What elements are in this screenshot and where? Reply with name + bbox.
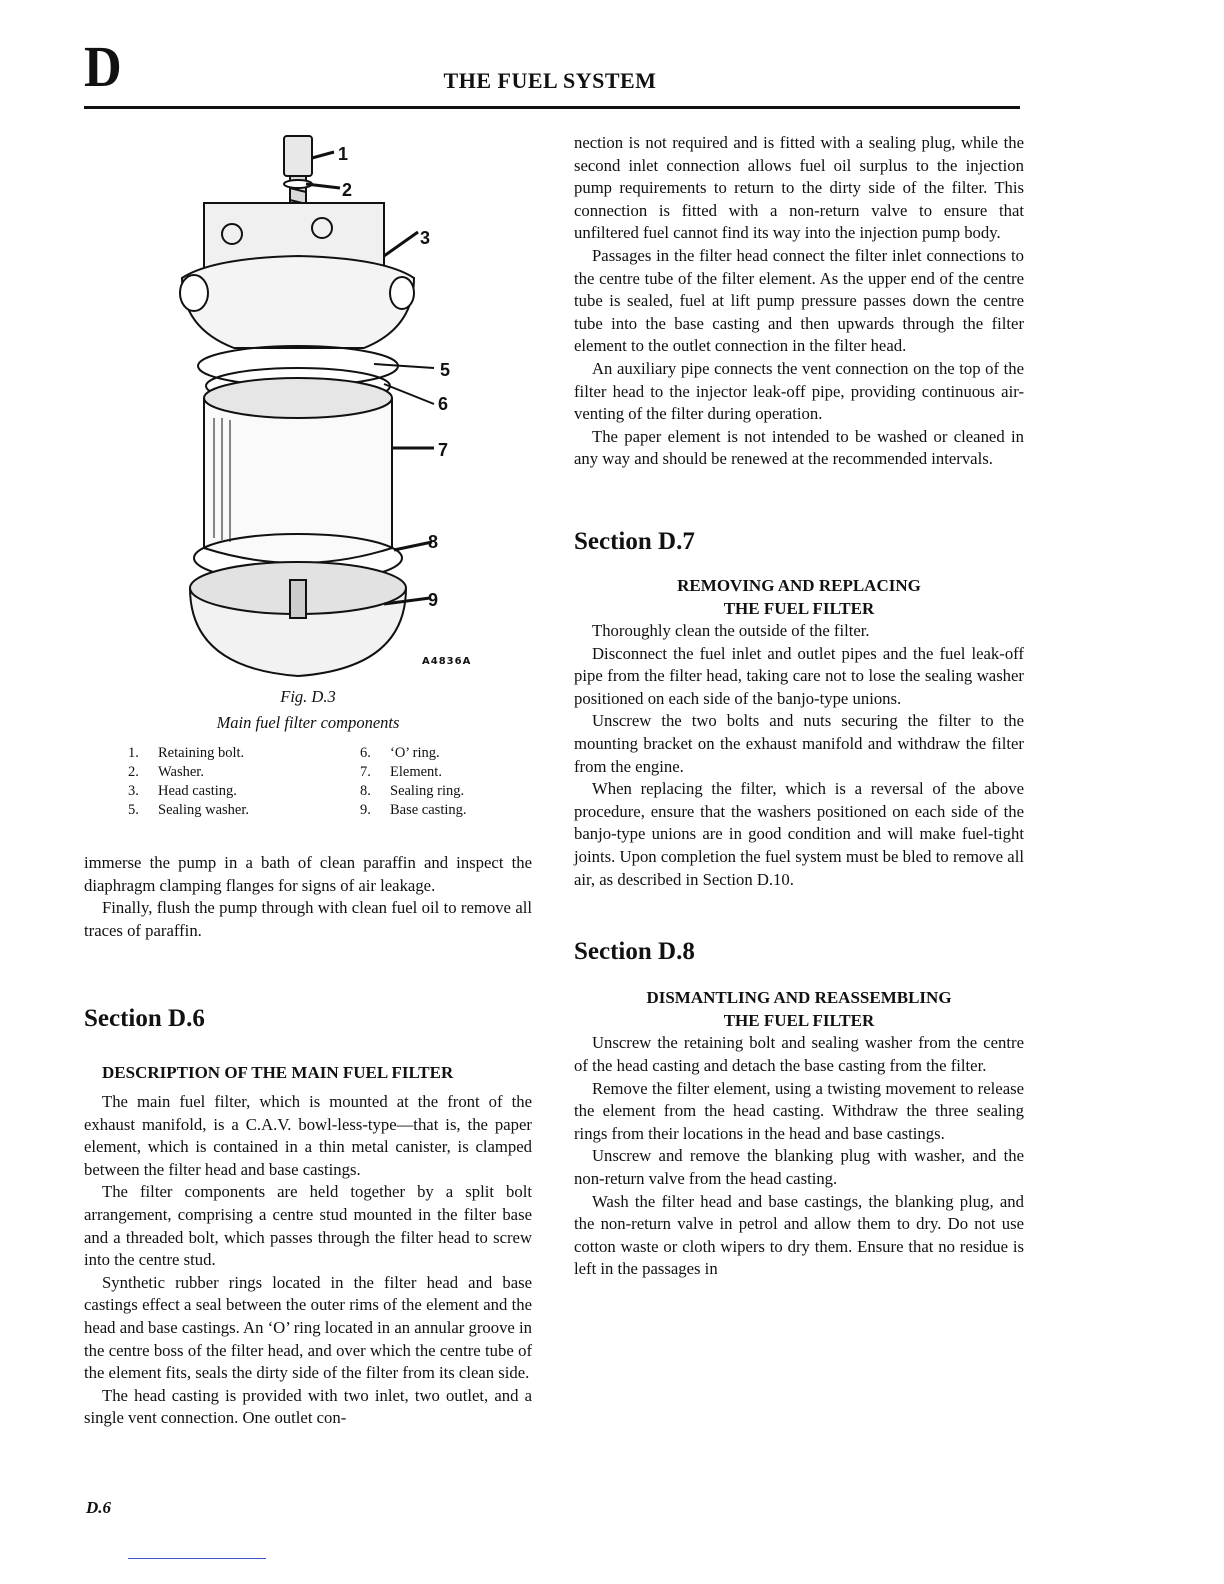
- legend-item: 5. Sealing washer.: [128, 802, 250, 818]
- legend-item: 3. Head casting.: [128, 783, 237, 799]
- paragraph: Unscrew the two bolts and nuts securing the filter to the mounting bracket on the exhaust manifold and withdraw the filter from the engine.: [574, 711, 1024, 776]
- paragraph: When replacing the filter, which is a reversal of the above procedure, ensure that the washers positioned on each side of the banjo-type unions are in good condition and will make fuel-tight joints. Upon completion the fuel system must be bled to remove all air, as described in Section D.10.: [574, 779, 1024, 889]
- paragraph: Unscrew the retaining bolt and sealing washer from the centre of the head casting and detach the base casting from the filter.: [574, 1033, 1024, 1075]
- fuel-filter-illustration: [84, 128, 532, 688]
- callout-3: 3: [420, 228, 431, 248]
- paragraph: nection is not required and is fitted with a sealing plug, while the second inlet connection allows fuel oil surplus to the injection pump requirements to return to the dirty side of the filter. This connection is fitted with a non-return valve to ensure that unfiltered fuel cannot find its way into the injection pump body.: [574, 133, 1024, 243]
- figure-title: Main fuel filter components: [216, 713, 400, 732]
- callout-1: 1: [338, 144, 349, 164]
- subheading-d7-line2: THE FUEL FILTER: [723, 598, 875, 618]
- paragraph: Wash the filter head and base castings, the blanking plug, and the non-return valve in petrol and allow them to dry. Do not use cotton waste or cloth wipers to dry them. Ensure that no residue is left in the passages in: [574, 1191, 1024, 1279]
- head-casting: [182, 256, 414, 348]
- paragraph: Unscrew and remove the blanking plug with washer, and the non-return valve from the head casting.: [574, 1146, 1024, 1188]
- section-heading-d6: Section D.6: [84, 1005, 205, 1033]
- subheading-d8-line2: THE FUEL FILTER: [723, 1010, 875, 1030]
- legend-item: 9. Base casting.: [360, 802, 467, 818]
- left-column: [84, 852, 532, 1430]
- legend-item: 7. Element.: [360, 764, 442, 780]
- legend-item: 2. Washer.: [128, 764, 204, 780]
- fuel-filter-drawing: [84, 128, 532, 688]
- page-number: D.6: [86, 1498, 112, 1517]
- legend-item: 1. Retaining bolt.: [128, 745, 245, 761]
- figure-code: A4836A: [422, 656, 472, 667]
- section-heading-d7: Section D.7: [574, 527, 695, 555]
- paragraph: An auxiliary pipe connects the vent connection on the top of the filter head to the injector leak-off pipe, providing continuous air-venting of the filter during operation.: [574, 358, 1024, 424]
- element: [204, 398, 392, 563]
- callout-9: 9: [428, 590, 439, 610]
- paragraph: Finally, flush the pump through with clean fuel oil to remove all traces of paraffin.: [84, 898, 532, 940]
- callout-8: 8: [428, 532, 439, 552]
- callout-2: 2: [342, 180, 353, 200]
- paragraph: Disconnect the fuel inlet and outlet pipes and the fuel leak-off pipe from the filter head, taking care not to lose the sealing washer positioned on each side of the banjo-type unions.: [574, 643, 1024, 708]
- paragraph: Passages in the filter head connect the filter inlet connections to the centre tube of the filter element. As the upper end of the centre tube is sealed, fuel at lift pump pressure passes down the centre tube into the base casting and then upwards through the filter element to the outlet connection in the filter head.: [574, 245, 1024, 356]
- section-letter: D: [84, 34, 122, 99]
- footer-rule: [128, 1558, 266, 1559]
- paragraph: Remove the filter element, using a twisting movement to release the element from the head casting. Withdraw the three sealing rings from their locations in the head and base castings.: [574, 1078, 1024, 1143]
- legend-item: 6. ‘O’ ring.: [360, 745, 440, 761]
- right-column: [574, 132, 1024, 1281]
- header-rule: [84, 106, 1020, 109]
- paragraph: Thoroughly clean the outside of the filter.: [592, 621, 870, 641]
- paragraph: immerse the pump in a bath of clean paraffin and inspect the diaphragm clamping flanges for signs of air leakage.: [84, 853, 532, 895]
- callout-7: 7: [438, 440, 449, 460]
- legend-item: 8. Sealing ring.: [360, 783, 465, 799]
- figure-caption: [84, 684, 532, 736]
- page-title: THE FUEL SYSTEM: [443, 68, 657, 93]
- paragraph: The main fuel filter, which is mounted at the front of the exhaust manifold, is a C.A.V. bowl-less-type—that is, the paper element, which is contained in a thin metal canister, is clamped between the filter head and base castings.: [84, 1091, 532, 1179]
- callout-6: 6: [438, 394, 449, 414]
- paragraph: The head casting is provided with two inlet, two outlet, and a single vent connection. One outlet con-: [84, 1385, 532, 1428]
- section-heading-d8: Section D.8: [574, 938, 695, 966]
- subheading-d8-line1: DISMANTLING AND REASSEMBLING: [646, 988, 952, 1008]
- paragraph: Synthetic rubber rings located in the filter head and base castings effect a seal between the outer rims of the element and the head and base castings. An ‘O’ ring located in an annular groove in the centre boss of the filter head, and over which the centre tube of the element fits, seals the dirty side of the filter from its clean side.: [84, 1272, 532, 1383]
- subheading-d7-line1: REMOVING AND REPLACING: [677, 575, 921, 595]
- callout-5: 5: [440, 360, 451, 380]
- figure-number: Fig. D.3: [280, 687, 336, 706]
- bolt-head: [284, 136, 312, 176]
- paragraph: The filter components are held together by a split bolt arrangement, comprising a centre stud mounted in the filter base and a threaded bolt, which passes through the filter head to screw into the centre stud.: [84, 1182, 532, 1270]
- subheading-d6: DESCRIPTION OF THE MAIN FUEL FILTER: [102, 1063, 454, 1083]
- paragraph: The paper element is not intended to be washed or cleaned in any way and should be renewed at the recommended intervals.: [574, 426, 1024, 469]
